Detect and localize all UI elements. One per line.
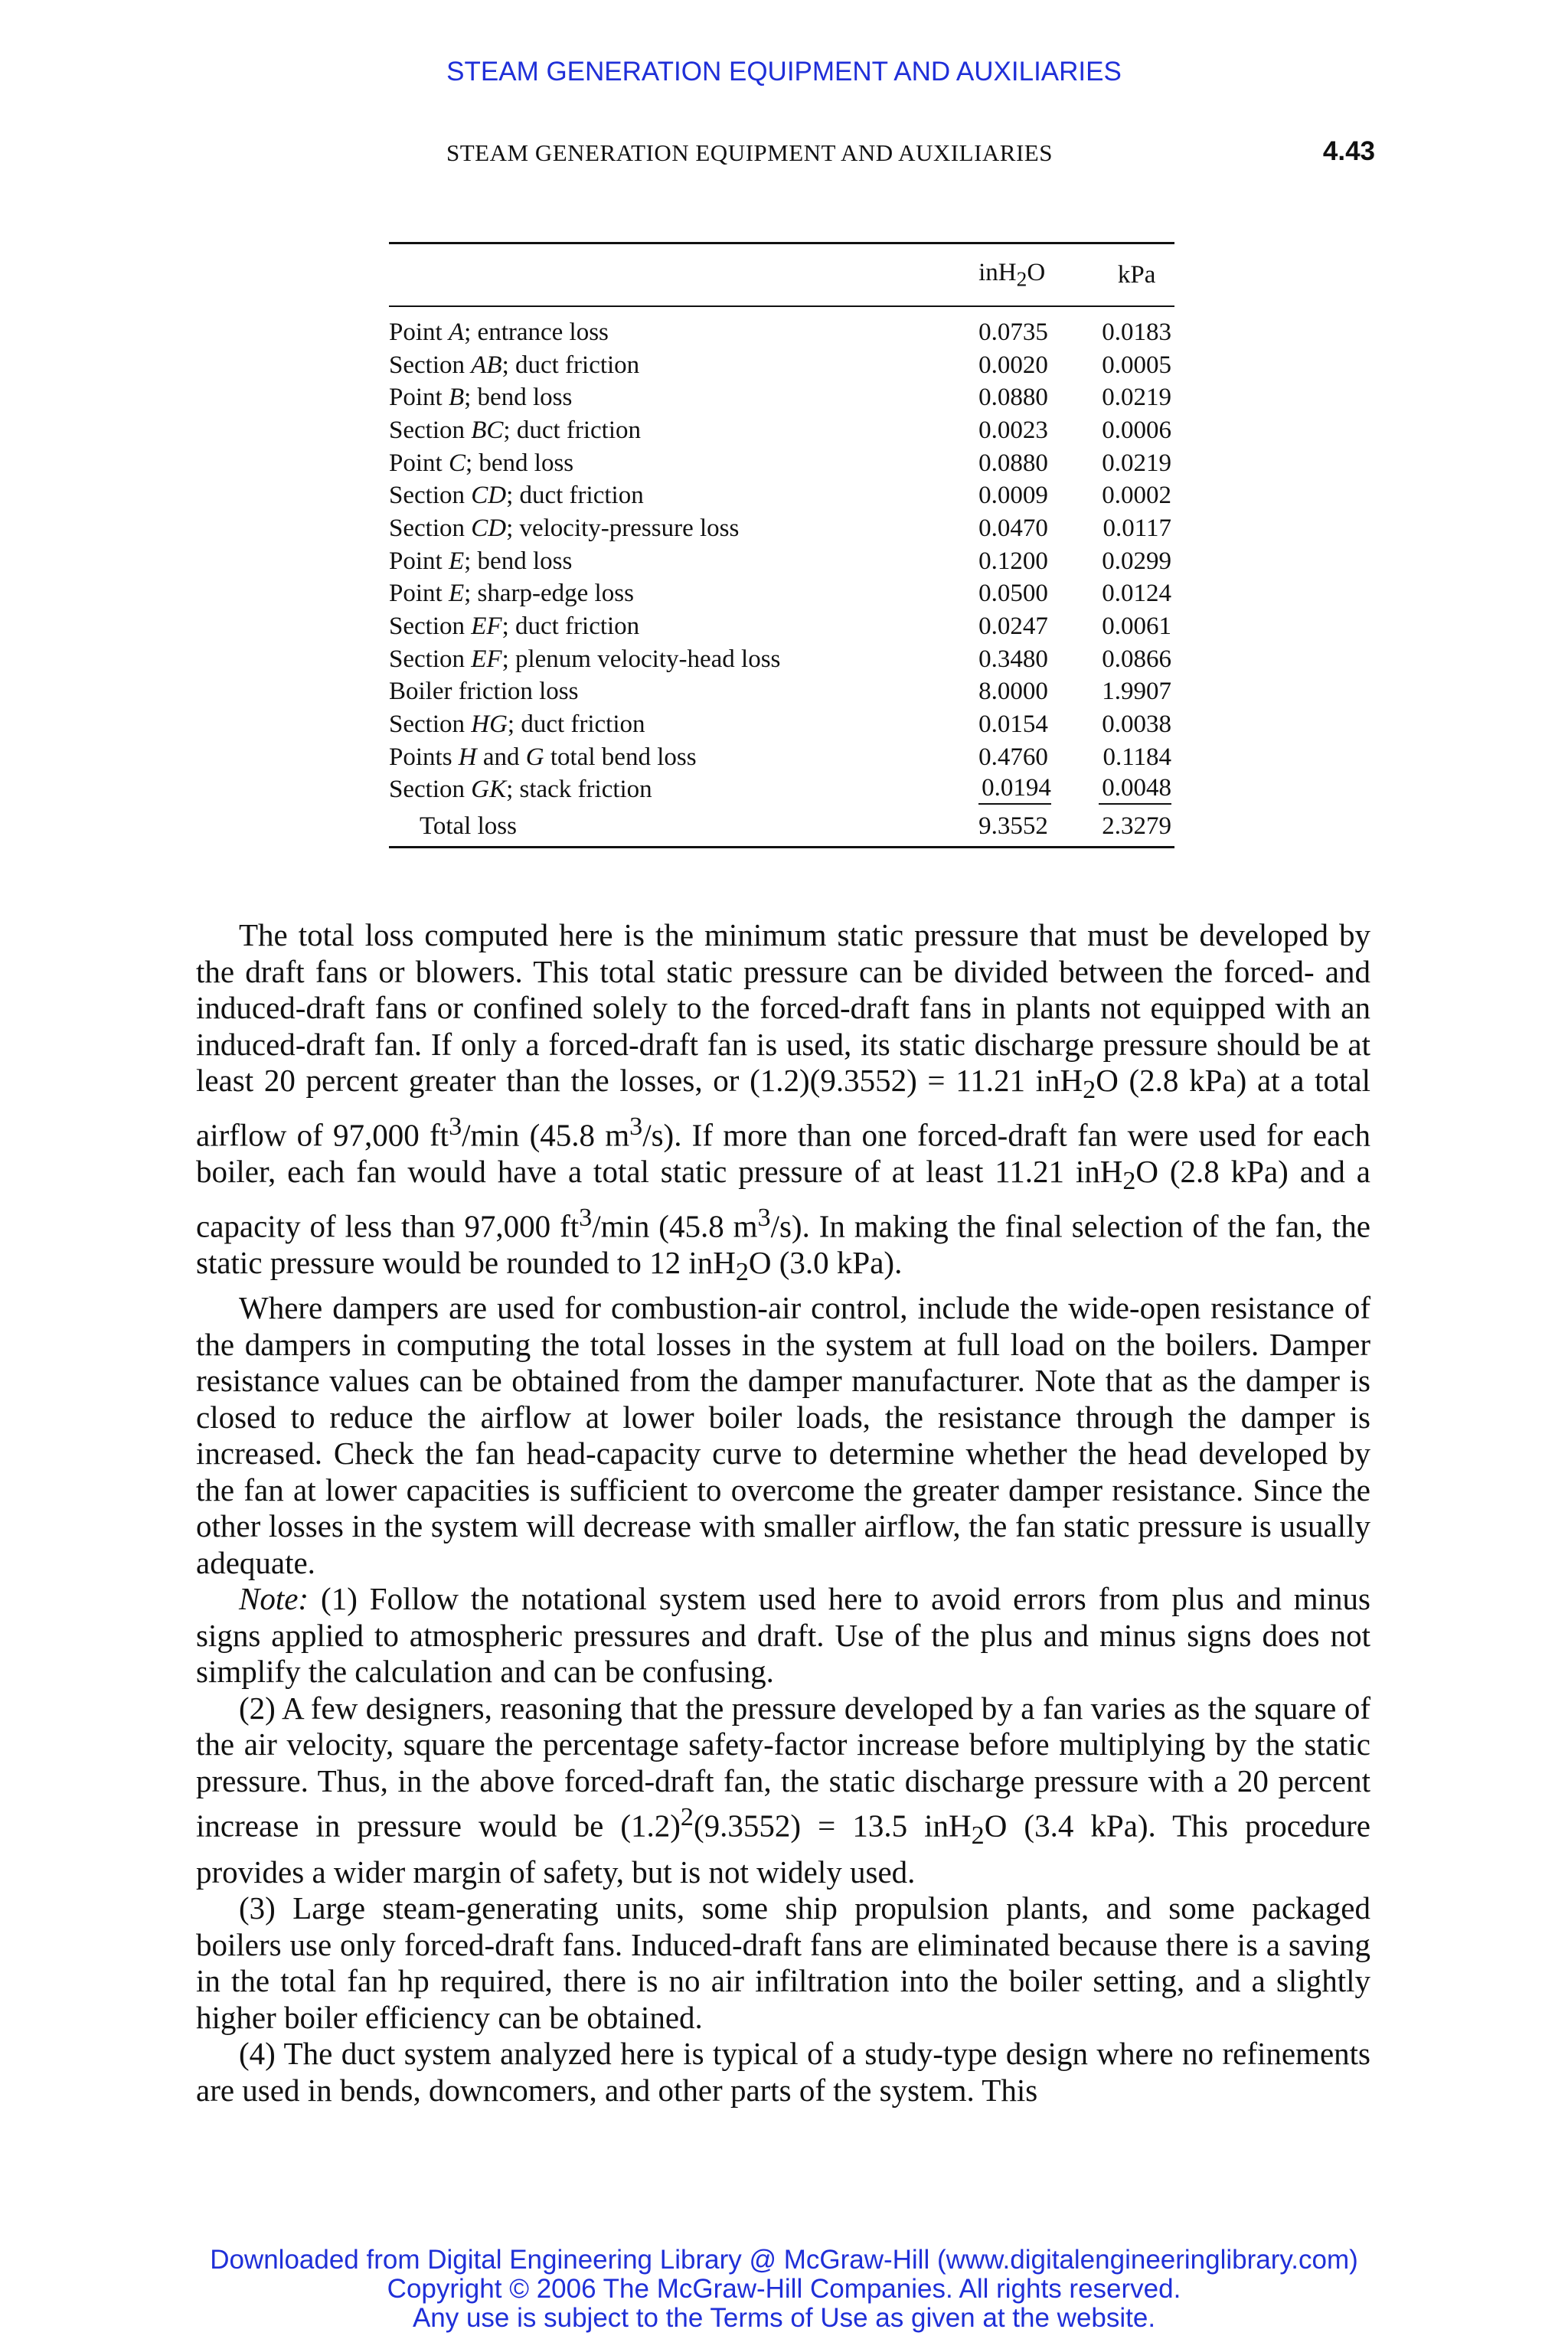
- row-label: [389, 479, 975, 512]
- body-paragraph: The total loss computed here is the minimum static pressure that must be developed by the draft fans or blowers. This total static pressure can be divided between the forced- and induced-draft fans or confined solely to the forced-draft fans in plants not equipped with an induced-draft fan. If only a forced-draft fan is used, its static discharge pressure should be at least 20 percent greater than the losses, or (1.2)(9.3552) = 11.21 inH$_2$O (2.8 kPa) at a total airflow of 97,000 $ft^3/\min$ (45.8 $m^3/s$). If more than one forced-draft fan were used for each boiler, each fan would have a total static pressure of at least 11.21 inH$_2$O (2.8 kPa) and a capacity of less than 97,000 $ft^3/\min$ (45.8 $m^3/s$). In making the final selection of the fan, the static pressure would be rounded to 12 inH$_2$O (3.0 kPa).: [196, 917, 1371, 1286]
- header-inh2o: inH$_2$O: [975, 243, 1099, 307]
- row-value-inh2o: 0.4760: [978, 743, 1048, 771]
- body-paragraph: (3) Large steam-generating units, some ship propulsion plants, and some packaged boilers use only forced-draft fans. Induced-draft fans are eliminated because there is a saving in the total fan hp required, there is no air infiltration into the boiler setting, and a slightly higher boiler efficiency can be obtained.: [196, 1890, 1370, 2035]
- row-value-inh2o: 0.0880: [978, 384, 1048, 412]
- row-value-inh2o: 0.0470: [978, 514, 1048, 542]
- footer-terms-line: Any use is subject to the Terms of Use as given at the website.: [412, 2303, 1156, 2333]
- row-label-text: Point: [389, 318, 449, 346]
- row-label: [389, 349, 975, 382]
- row-label: [389, 643, 975, 676]
- row-value-kpa: 0.0299: [1102, 547, 1171, 575]
- row-label-symbol: E: [448, 580, 465, 608]
- row-label-symbol: GK: [471, 776, 507, 804]
- row-label: [389, 578, 975, 611]
- row-label: [389, 414, 975, 447]
- row-value-inh2o: 0.1200: [978, 547, 1048, 575]
- table-row: [389, 447, 1174, 480]
- table-row: [389, 578, 1174, 611]
- row-label-text: Boiler friction loss: [389, 678, 579, 706]
- row-value-kpa: 0.0048: [1099, 774, 1174, 807]
- table-row: [389, 676, 1174, 709]
- row-label: [389, 447, 975, 480]
- row-value-kpa: 0.0219: [1102, 384, 1171, 412]
- row-value-kpa: 0.0002: [1102, 482, 1171, 510]
- row-value-inh2o: 8.0000: [978, 678, 1048, 706]
- body-paragraph: Note: (1) Follow the notational system used here to avoid errors from plus and minus signs applied to atmospheric pressures and draft. Use of the plus and minus signs does not simplify the calculation and can be confusing.: [196, 1581, 1370, 1690]
- row-label: [389, 512, 975, 545]
- row-value-inh2o: 0.0735: [978, 318, 1048, 346]
- row-label-text: Section: [389, 612, 472, 641]
- row-label-text: ; duct friction: [501, 612, 640, 641]
- row-value-kpa: 0.0006: [1102, 416, 1171, 444]
- footer-download-line[interactable]: Downloaded from Digital Engineering Library @ McGraw-Hill (www.digitalengineeringlibrary.com): [210, 2245, 1358, 2275]
- row-label-text: Point: [389, 384, 449, 412]
- total-kpa: 2.3279: [1099, 806, 1174, 848]
- row-value-kpa: 0.0005: [1102, 351, 1171, 379]
- row-value-inh2o: 0.3480: [978, 645, 1048, 673]
- row-value-kpa: 0.0038: [1102, 710, 1171, 739]
- document-banner: STEAM GENERATION EQUIPMENT AND AUXILIARIES: [446, 57, 1122, 87]
- row-label-symbol: HG: [471, 710, 508, 739]
- row-value-kpa: 0.0183: [1102, 318, 1171, 346]
- row-label-symbol: EF: [471, 645, 502, 673]
- row-label-text: ; sharp-edge loss: [464, 580, 634, 608]
- footer-copyright-line: Copyright © 2006 The McGraw-Hill Companies. All rights reserved.: [387, 2274, 1181, 2304]
- row-label-symbol: C: [448, 449, 466, 477]
- row-value-inh2o: 0.0194: [975, 774, 1099, 807]
- running-head: STEAM GENERATION EQUIPMENT AND AUXILIARIES: [446, 139, 1053, 166]
- row-label-symbol: A: [448, 318, 465, 346]
- row-label-symbol: CD: [471, 514, 507, 542]
- row-value-inh2o: 0.0023: [978, 416, 1048, 444]
- row-value-inh2o: 0.0009: [978, 482, 1048, 510]
- row-label-text: ; duct friction: [507, 710, 645, 739]
- row-label-text: ; duct friction: [506, 482, 644, 510]
- row-label-text: Point: [389, 580, 449, 608]
- row-label-text: Section: [389, 645, 472, 673]
- total-label: Total loss: [389, 806, 975, 848]
- row-label-symbol: B: [448, 384, 465, 412]
- pressure-loss-table: [389, 242, 1174, 848]
- row-value-kpa: 0.0219: [1102, 449, 1171, 477]
- row-label-text: Points: [389, 743, 459, 771]
- row-label-text: Section: [389, 482, 472, 510]
- table-header-row: [389, 243, 1174, 307]
- row-label-text: Section: [389, 416, 472, 444]
- table-row: [389, 349, 1174, 382]
- row-label-symbol: EF: [471, 612, 502, 641]
- row-label-text: ; duct friction: [501, 351, 640, 379]
- row-label-text: Section: [389, 776, 472, 804]
- row-label-text: ; bend loss: [465, 449, 574, 477]
- total-inh2o: 9.3552: [975, 806, 1099, 848]
- table-row: [389, 643, 1174, 676]
- table-row: [389, 512, 1174, 545]
- row-label-text: ; stack friction: [506, 776, 652, 804]
- row-value-kpa: 1.9907: [1102, 678, 1171, 706]
- body-text: [196, 917, 1370, 2109]
- table-row: [389, 414, 1174, 447]
- table-row: [389, 741, 1174, 774]
- row-label-text: ; velocity-pressure loss: [506, 514, 740, 542]
- row-value-inh2o: 0.0020: [978, 351, 1048, 379]
- row-label-text: ; plenum velocity-head loss: [501, 645, 781, 673]
- row-label-text: Point: [389, 547, 449, 575]
- row-label: [389, 708, 975, 741]
- table-row: [389, 708, 1174, 741]
- row-value-kpa: 0.0117: [1102, 514, 1171, 542]
- row-label: [389, 545, 975, 578]
- row-value-inh2o: 0.0154: [978, 710, 1048, 739]
- row-value-kpa: 0.0061: [1102, 612, 1171, 641]
- row-value-inh2o: 0.0500: [978, 580, 1048, 608]
- row-label-symbol: G: [525, 743, 544, 771]
- row-label-symbol: AB: [471, 351, 502, 379]
- table-row: [389, 545, 1174, 578]
- row-label-symbol: CD: [471, 482, 507, 510]
- table-row: [389, 610, 1174, 643]
- copyright-footer: [0, 2246, 1568, 2333]
- body-paragraph: Where dampers are used for combustion-air control, include the wide-open resistance of the dampers in computing the total losses in the system at full load on the boilers. Damper resistance values can be obtained from the damper manufacturer. Note that as the damper is closed to reduce the airflow at lower boiler loads, the resistance through the damper is increased. Check the fan head-capacity curve to determine whether the head developed by the fan at lower capacities is sufficient to overcome the greater damper resistance. Since the other losses in the system will decrease with smaller airflow, the fan static pressure is usually adequate.: [196, 1290, 1370, 1580]
- header-kpa: kPa: [1099, 243, 1174, 307]
- row-label-text: and: [476, 743, 526, 771]
- row-label-text: Section: [389, 514, 472, 542]
- row-label-text: Point: [389, 449, 449, 477]
- row-value-inh2o: 0.0880: [978, 449, 1048, 477]
- row-label-text: ; bend loss: [464, 384, 573, 412]
- row-label: [389, 741, 975, 774]
- row-label: [389, 774, 975, 807]
- total-row: [389, 806, 1174, 848]
- row-value-kpa: 0.0866: [1102, 645, 1171, 673]
- table-row: [389, 479, 1174, 512]
- row-value-inh2o: 0.0247: [978, 612, 1048, 641]
- row-label-symbol: BC: [471, 416, 504, 444]
- table-row: [389, 774, 1174, 807]
- row-label: [389, 676, 975, 709]
- row-label-text: total bend loss: [544, 743, 697, 771]
- row-label-symbol: E: [448, 547, 465, 575]
- row-label-text: ; bend loss: [464, 547, 573, 575]
- row-label-text: ; entrance loss: [464, 318, 609, 346]
- row-label: [389, 381, 975, 414]
- row-label: [389, 610, 975, 643]
- header-blank: [389, 243, 975, 307]
- table-row: [389, 381, 1174, 414]
- row-label-text: Section: [389, 351, 472, 379]
- body-paragraph: (2) A few designers, reasoning that the pressure developed by a fan varies as the square of the air velocity, square the percentage safety-factor increase before multiplying by the static pressure. Thus, in the above forced-draft fan, the static discharge pressure with a 20 percent increase in pressure would be $(1.2)^2(9.3552) = 13.5$ inH$_2$O (3.4 kPa). This procedure provides a wider margin of safety, but is not widely used.: [196, 1690, 1370, 1890]
- body-paragraph: (4) The duct system analyzed here is typical of a study-type design where no refinements are used in bends, downcomers, and other parts of the system. This: [196, 2036, 1370, 2108]
- row-label: [389, 306, 975, 349]
- table-body: [389, 306, 1174, 806]
- row-label-text: ; duct friction: [503, 416, 642, 444]
- row-value-kpa: 0.0124: [1102, 580, 1171, 608]
- table-row: [389, 306, 1174, 349]
- row-label-text: Section: [389, 710, 472, 739]
- row-value-kpa: 0.1184: [1102, 743, 1171, 771]
- page-number: 4.43: [1322, 136, 1375, 166]
- row-label-symbol: H: [458, 743, 477, 771]
